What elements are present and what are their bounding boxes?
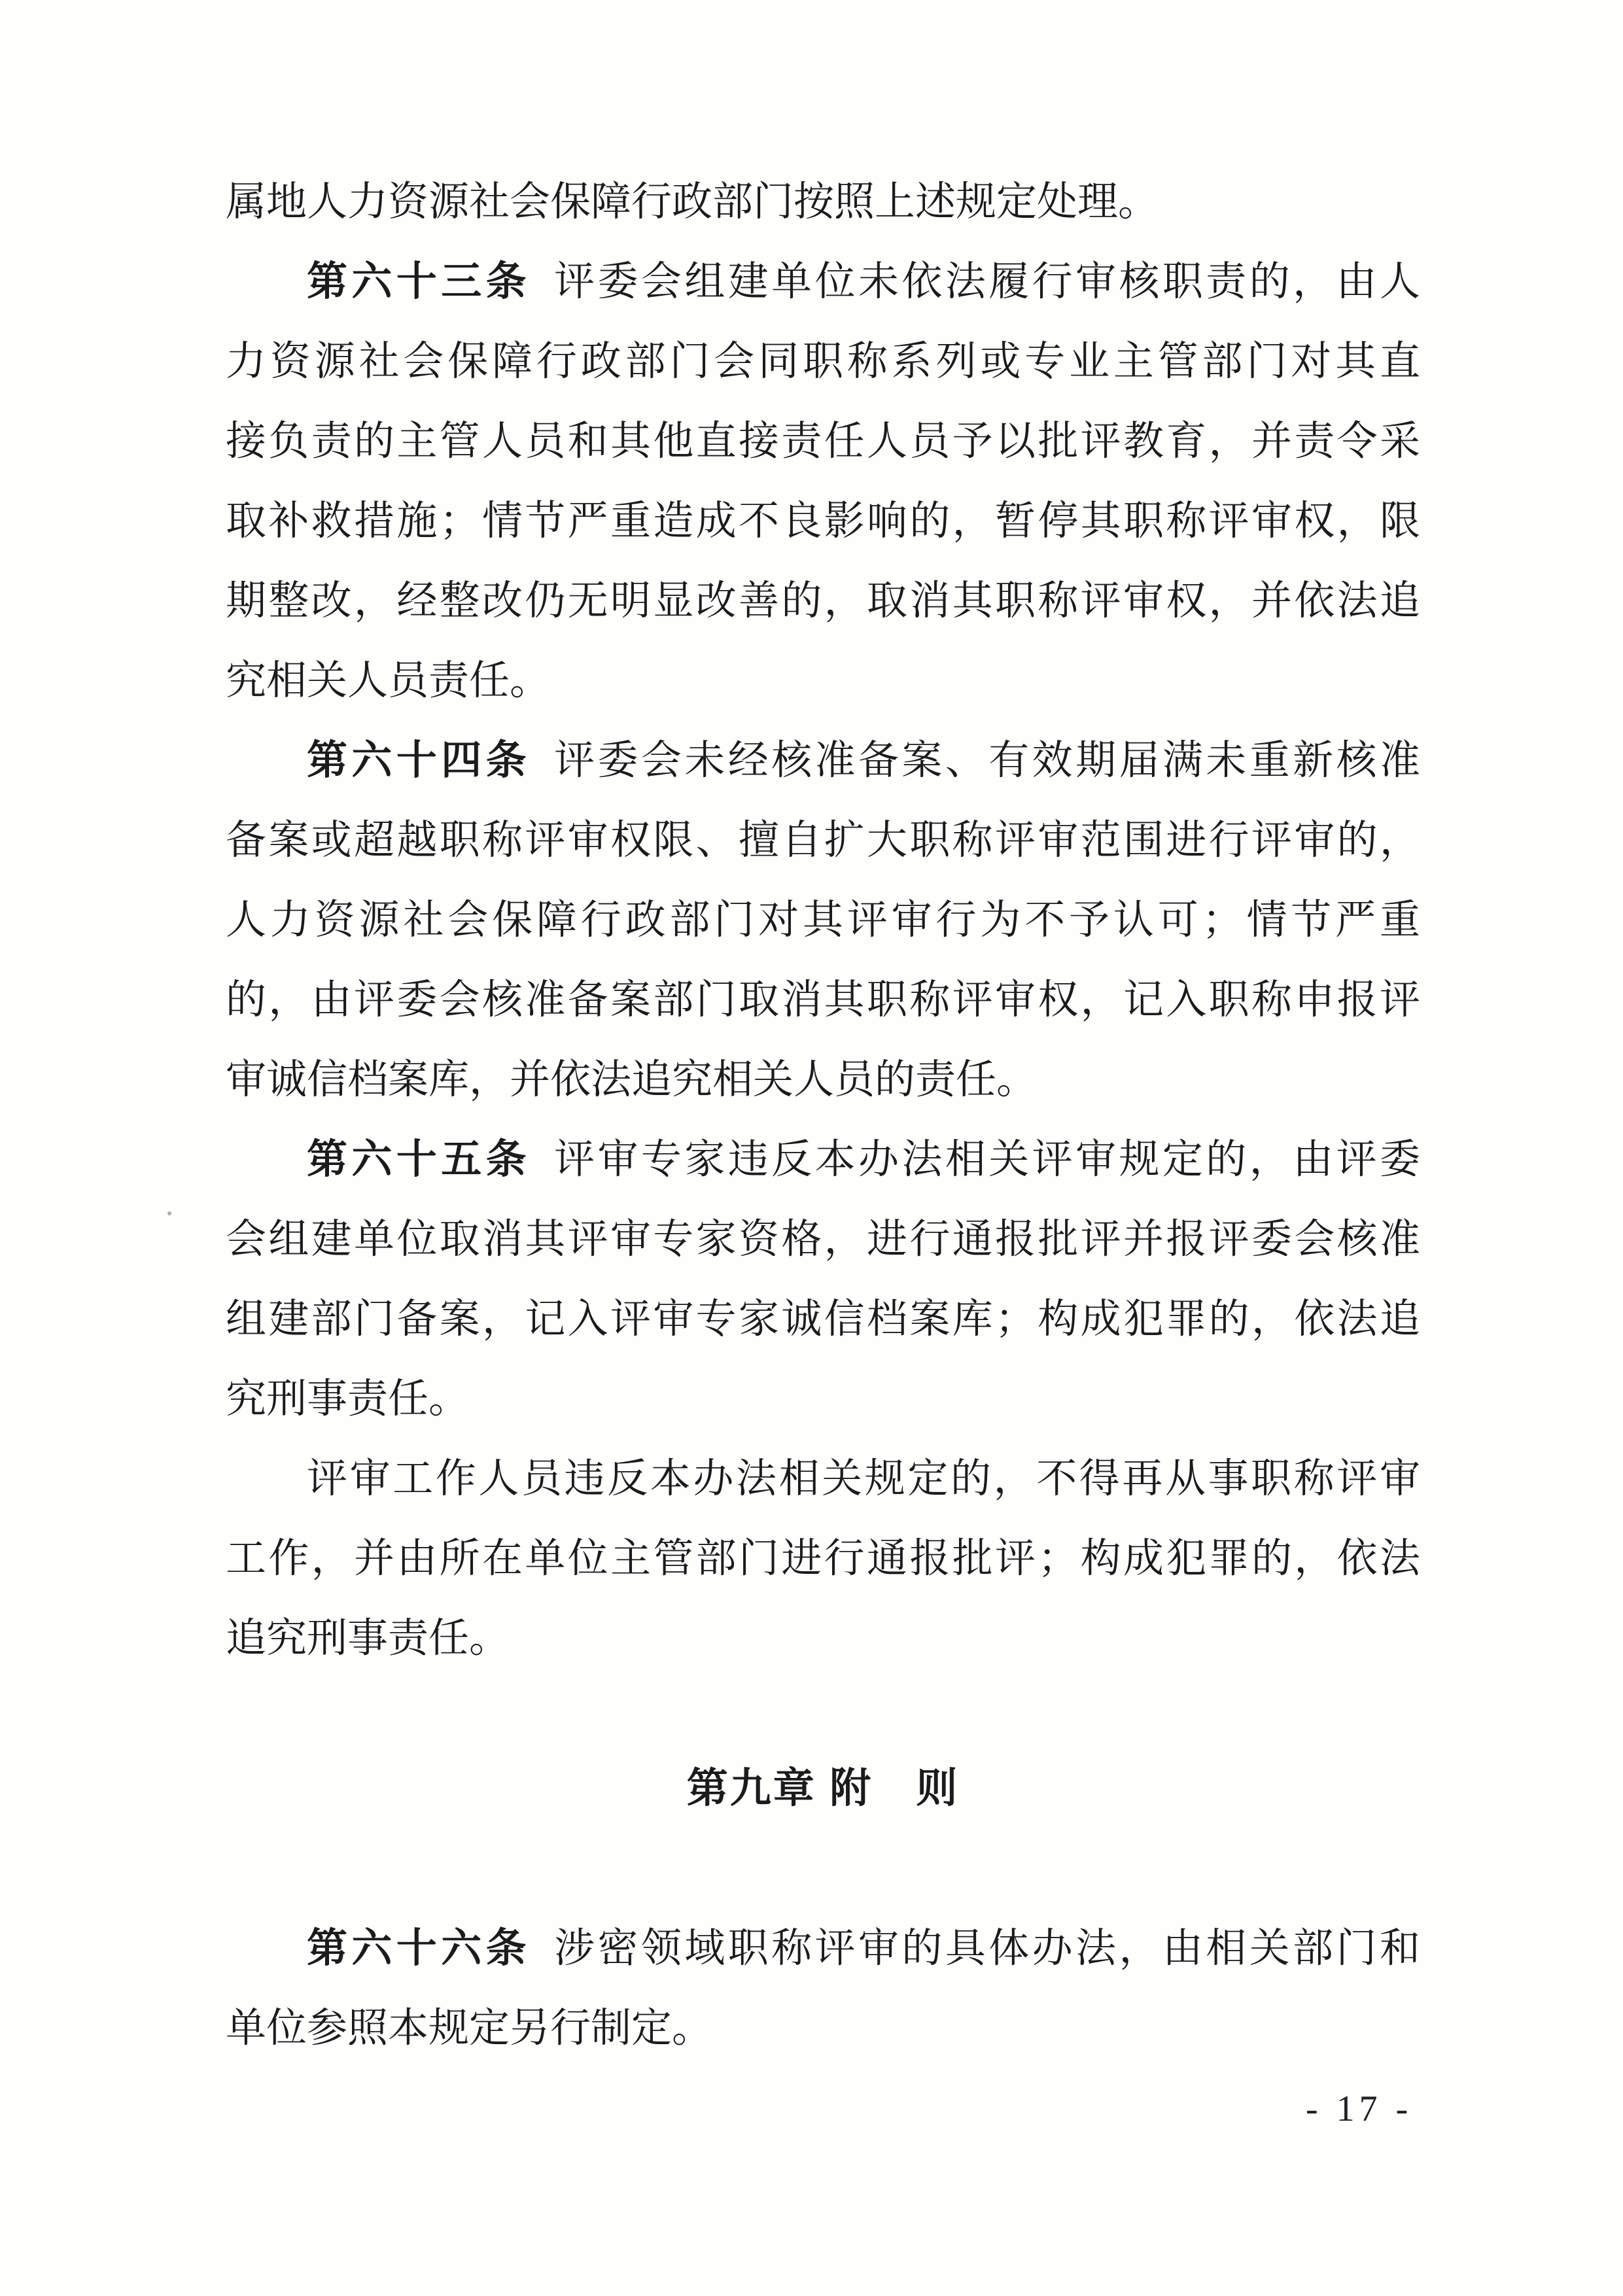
- paragraph: [226, 162, 1420, 242]
- text-line: 审诚信档案库，并依法追究相关人员的责任。: [226, 1058, 1038, 1102]
- text-line: 评审工作人员违反本办法相关规定的，不得再从事职称评审: [307, 1457, 1420, 1501]
- text-line: 组建部门备案，记入评审专家诚信档案库；构成犯罪的，依法追: [226, 1297, 1420, 1342]
- paragraph: [226, 721, 1420, 1120]
- paragraph: [226, 1120, 1420, 1439]
- text-line: 属地人力资源社会保障行政部门按照上述规定处理。: [226, 180, 1159, 224]
- text-line: 第六十三条 评委会组建单位未依法履行审核职责的，由人: [307, 259, 1420, 304]
- document-body: [226, 162, 1420, 2068]
- text-line: 究刑事责任。: [226, 1377, 470, 1421]
- article-number-lead: 第六十六条: [307, 1926, 531, 1971]
- page-number: - 17 -: [1306, 2089, 1413, 2129]
- article-number-lead: 第六十四条: [307, 738, 531, 783]
- text-line: 的，由评委会核准备案部门取消其职称评审权，记入职称申报评: [226, 978, 1420, 1022]
- paragraph: [226, 1909, 1420, 2068]
- text-line: 人力资源社会保障行政部门对其评审行为不予认可；情节严重: [226, 898, 1420, 943]
- text-line: 会组建单位取消其评审专家资格，进行通报批评并报评委会核准: [226, 1217, 1420, 1262]
- text-line: 期整改，经整改仍无明显改善的，取消其职称评审权，并依法追: [226, 579, 1420, 623]
- text-line: 工作，并由所在单位主管部门进行通报批评；构成犯罪的，依法: [226, 1537, 1420, 1581]
- text-line: 取补救措施；情节严重造成不良影响的，暂停其职称评审权，限: [226, 499, 1420, 544]
- text-line: 第六十四条 评委会未经核准备案、有效期届满未重新核准: [307, 738, 1420, 783]
- text-line: 究相关人员责任。: [226, 659, 551, 703]
- text-line: 第六十五条 评审专家违反本办法相关评审规定的，由评委: [307, 1137, 1420, 1182]
- text-line: 接负责的主管人员和其他直接责任人员予以批评教育，并责令采: [226, 419, 1420, 464]
- chapter-heading: 第九章 附 则: [686, 1765, 960, 1811]
- body-text-upper: [226, 162, 1420, 1679]
- scan-speck: [167, 1211, 171, 1215]
- article-number-lead: 第六十三条: [307, 259, 531, 304]
- text-line: 第六十六条 涉密领域职称评审的具体办法，由相关部门和: [307, 1926, 1420, 1971]
- article-number-lead: 第六十五条: [307, 1137, 531, 1182]
- text-line: 单位参照本规定另行制定。: [226, 2006, 713, 2051]
- paragraph: [226, 242, 1420, 721]
- text-line: 追究刑事责任。: [226, 1616, 510, 1661]
- text-line: 力资源社会保障行政部门会同职称系列或专业主管部门对其直: [226, 339, 1420, 384]
- text-line: 备案或超越职称评审权限、擅自扩大职称评审范围进行评审的，: [226, 818, 1420, 863]
- paragraph: [226, 1439, 1420, 1679]
- body-text-lower: [226, 1909, 1420, 2068]
